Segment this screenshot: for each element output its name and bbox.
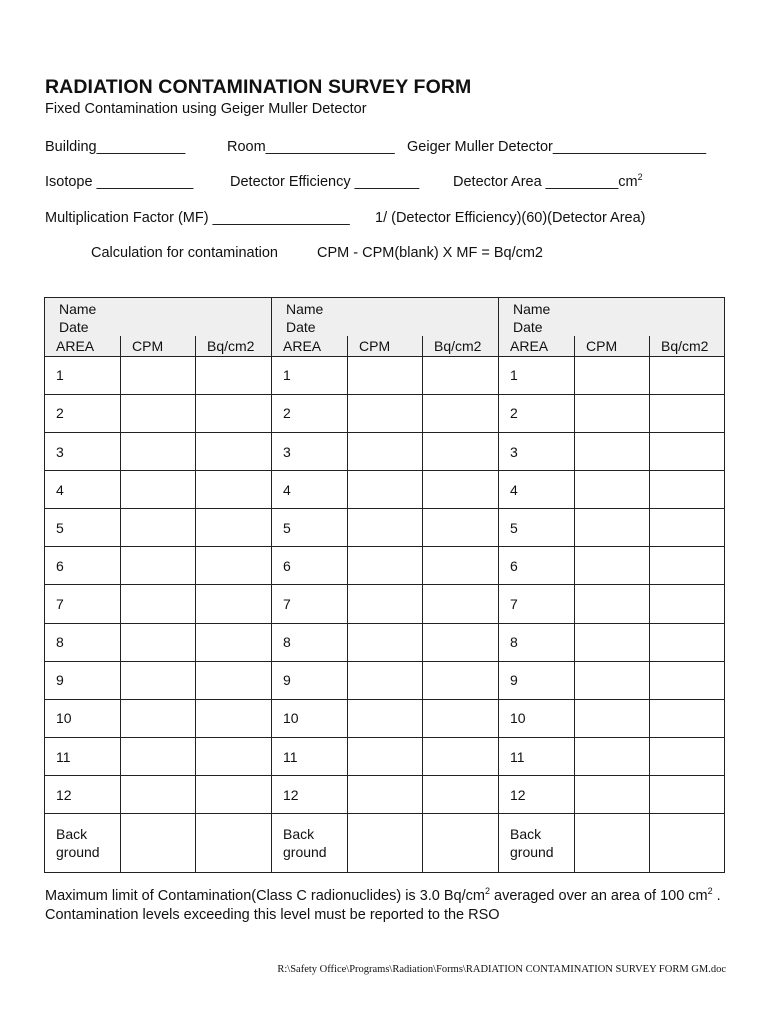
area-number-cell: 9 xyxy=(499,661,575,699)
cpm-cell[interactable] xyxy=(575,509,650,547)
table-row xyxy=(45,509,725,547)
table-row xyxy=(45,547,725,585)
mf-field[interactable]: Multiplication Factor (MF) _________________ xyxy=(45,210,350,226)
area-number-cell: 10 xyxy=(272,699,348,737)
area-number-cell: 1 xyxy=(499,356,575,394)
cpm-cell[interactable] xyxy=(575,394,650,432)
bqcm2-cell[interactable] xyxy=(650,432,725,470)
name-date-row xyxy=(45,298,725,337)
area-number-cell: 8 xyxy=(272,623,348,661)
area-number-cell: 12 xyxy=(45,776,121,814)
cpm-cell[interactable] xyxy=(121,432,196,470)
area-number-cell: 12 xyxy=(272,776,348,814)
area-number-cell: 2 xyxy=(272,394,348,432)
cpm-cell[interactable] xyxy=(575,814,650,873)
detector-field[interactable]: Geiger Muller Detector___________________ xyxy=(407,139,707,155)
background-label-line2: ground xyxy=(510,844,554,861)
area-number-cell: 1 xyxy=(45,356,121,394)
column-header-area: AREA xyxy=(45,336,121,356)
background-label-line1: Back xyxy=(283,826,315,843)
file-path: R:\Safety Office\Programs\Radiation\Forms\RADIATION CONTAMINATION SURVEY FORM GM.doc xyxy=(277,964,726,975)
cpm-cell[interactable] xyxy=(121,814,196,873)
bqcm2-cell[interactable] xyxy=(196,394,272,432)
room-field[interactable]: Room________________ xyxy=(227,139,395,155)
bqcm2-cell[interactable] xyxy=(423,547,499,585)
column-header-bqcm2: Bq/cm2 xyxy=(196,336,272,356)
cpm-cell[interactable] xyxy=(348,509,423,547)
column-header-cpm: CPM xyxy=(121,336,196,356)
area-number-cell: 9 xyxy=(45,661,121,699)
column-header-row xyxy=(45,336,725,356)
area-number-cell: 5 xyxy=(45,509,121,547)
area-number-cell: 11 xyxy=(272,737,348,775)
bqcm2-cell[interactable] xyxy=(196,356,272,394)
bqcm2-cell[interactable] xyxy=(196,776,272,814)
bqcm2-cell[interactable] xyxy=(650,585,725,623)
cpm-cell[interactable] xyxy=(121,699,196,737)
column-header-bqcm2: Bq/cm2 xyxy=(650,336,725,356)
cpm-cell[interactable] xyxy=(348,585,423,623)
bqcm2-cell[interactable] xyxy=(650,661,725,699)
table-row xyxy=(45,661,725,699)
background-label-cell xyxy=(499,814,575,873)
bqcm2-cell[interactable] xyxy=(650,814,725,873)
bqcm2-cell[interactable] xyxy=(423,356,499,394)
cpm-cell[interactable] xyxy=(348,623,423,661)
area-number-cell: 6 xyxy=(45,547,121,585)
surveyor-block-2[interactable] xyxy=(272,298,499,337)
bqcm2-cell[interactable] xyxy=(423,776,499,814)
name-label: Name xyxy=(59,301,97,318)
bqcm2-cell[interactable] xyxy=(196,585,272,623)
cpm-cell[interactable] xyxy=(575,737,650,775)
date-label: Date xyxy=(59,319,89,336)
bqcm2-cell[interactable] xyxy=(423,432,499,470)
area-number-cell: 2 xyxy=(45,394,121,432)
background-label-cell xyxy=(272,814,348,873)
bqcm2-cell[interactable] xyxy=(423,737,499,775)
cpm-cell[interactable] xyxy=(348,547,423,585)
bqcm2-cell[interactable] xyxy=(423,814,499,873)
isotope-field[interactable]: Isotope ____________ xyxy=(45,174,194,190)
bqcm2-cell[interactable] xyxy=(423,585,499,623)
table-row xyxy=(45,737,725,775)
bqcm2-cell[interactable] xyxy=(650,776,725,814)
area-number-cell: 10 xyxy=(45,699,121,737)
bqcm2-cell[interactable] xyxy=(196,432,272,470)
bqcm2-cell[interactable] xyxy=(196,623,272,661)
cpm-cell[interactable] xyxy=(121,509,196,547)
date-label: Date xyxy=(286,319,316,336)
mf-formula: 1/ (Detector Efficiency)(60)(Detector Area) xyxy=(375,210,646,226)
cpm-cell[interactable] xyxy=(121,356,196,394)
cpm-cell[interactable] xyxy=(348,394,423,432)
bqcm2-cell[interactable] xyxy=(650,356,725,394)
background-row xyxy=(45,814,725,873)
form-subtitle: Fixed Contamination using Geiger Muller Detector xyxy=(45,101,367,117)
footnote xyxy=(45,887,735,925)
cpm-cell[interactable] xyxy=(121,547,196,585)
area-number-cell: 9 xyxy=(272,661,348,699)
bqcm2-cell[interactable] xyxy=(423,699,499,737)
background-label-line2: ground xyxy=(283,844,327,861)
bqcm2-cell[interactable] xyxy=(196,547,272,585)
area-number-cell: 3 xyxy=(272,432,348,470)
area-number-cell: 11 xyxy=(45,737,121,775)
area-number-cell: 8 xyxy=(45,623,121,661)
background-label-line2: ground xyxy=(56,844,100,861)
bqcm2-cell[interactable] xyxy=(423,394,499,432)
cpm-cell[interactable] xyxy=(348,471,423,509)
area-number-cell: 7 xyxy=(45,585,121,623)
cpm-cell[interactable] xyxy=(575,356,650,394)
cpm-cell[interactable] xyxy=(575,432,650,470)
background-label-cell xyxy=(45,814,121,873)
area-number-cell: 4 xyxy=(499,471,575,509)
background-label-line1: Back xyxy=(510,826,542,843)
cpm-cell[interactable] xyxy=(348,814,423,873)
column-header-area: AREA xyxy=(272,336,348,356)
area-number-cell: 5 xyxy=(272,509,348,547)
calc-formula: CPM - CPM(blank) X MF = Bq/cm2 xyxy=(317,245,543,261)
bqcm2-cell[interactable] xyxy=(650,623,725,661)
name-label: Name xyxy=(286,301,324,318)
footnote-text-2: averaged over an area of 100 cm xyxy=(490,888,708,904)
cpm-cell[interactable] xyxy=(348,661,423,699)
surveyor-block-1[interactable] xyxy=(45,298,272,337)
name-label: Name xyxy=(513,301,551,318)
footnote-superscript-1: 2 xyxy=(484,886,490,897)
area-number-cell: 7 xyxy=(272,585,348,623)
detector-area-label: Detector Area _________cm xyxy=(453,174,638,190)
table-row xyxy=(45,432,725,470)
column-header-cpm: CPM xyxy=(575,336,650,356)
bqcm2-cell[interactable] xyxy=(650,547,725,585)
column-header-area: AREA xyxy=(499,336,575,356)
cpm-cell[interactable] xyxy=(121,623,196,661)
background-label-line1: Back xyxy=(56,826,88,843)
footnote-superscript-2: 2 xyxy=(707,886,713,897)
detector-area-field[interactable] xyxy=(453,174,643,190)
cpm-cell[interactable] xyxy=(121,585,196,623)
area-number-cell: 5 xyxy=(499,509,575,547)
area-number-cell: 12 xyxy=(499,776,575,814)
area-number-cell: 2 xyxy=(499,394,575,432)
cpm-cell[interactable] xyxy=(348,432,423,470)
area-number-cell: 8 xyxy=(499,623,575,661)
bqcm2-cell[interactable] xyxy=(650,509,725,547)
bqcm2-cell[interactable] xyxy=(650,471,725,509)
area-number-cell: 10 xyxy=(499,699,575,737)
bqcm2-cell[interactable] xyxy=(650,394,725,432)
cpm-cell[interactable] xyxy=(121,776,196,814)
bqcm2-cell[interactable] xyxy=(423,623,499,661)
table-row xyxy=(45,356,725,394)
survey-table xyxy=(44,297,725,873)
bqcm2-cell[interactable] xyxy=(650,737,725,775)
table-row xyxy=(45,394,725,432)
area-number-cell: 1 xyxy=(272,356,348,394)
column-header-bqcm2: Bq/cm2 xyxy=(423,336,499,356)
bqcm2-cell[interactable] xyxy=(423,661,499,699)
bqcm2-cell[interactable] xyxy=(423,509,499,547)
area-number-cell: 3 xyxy=(45,432,121,470)
cpm-cell[interactable] xyxy=(575,585,650,623)
table-row xyxy=(45,471,725,509)
table-row xyxy=(45,623,725,661)
date-label: Date xyxy=(513,319,543,336)
footnote-text-3: . Contamination levels exceeding this level must be reported to the RSO xyxy=(45,888,721,923)
area-number-cell: 4 xyxy=(45,471,121,509)
cpm-cell[interactable] xyxy=(575,471,650,509)
table-row xyxy=(45,699,725,737)
cpm-cell[interactable] xyxy=(348,699,423,737)
bqcm2-cell[interactable] xyxy=(196,661,272,699)
cpm-cell[interactable] xyxy=(575,661,650,699)
calc-label: Calculation for contamination xyxy=(91,245,278,261)
cpm-cell[interactable] xyxy=(575,699,650,737)
detector-area-unit-superscript: 2 xyxy=(637,172,643,183)
cpm-cell[interactable] xyxy=(348,776,423,814)
building-field[interactable]: Building___________ xyxy=(45,139,186,155)
bqcm2-cell[interactable] xyxy=(423,471,499,509)
area-number-cell: 11 xyxy=(499,737,575,775)
cpm-cell[interactable] xyxy=(348,356,423,394)
bqcm2-cell[interactable] xyxy=(196,699,272,737)
bqcm2-cell[interactable] xyxy=(196,509,272,547)
area-number-cell: 6 xyxy=(272,547,348,585)
bqcm2-cell[interactable] xyxy=(196,471,272,509)
cpm-cell[interactable] xyxy=(575,547,650,585)
cpm-cell[interactable] xyxy=(121,661,196,699)
footnote-text-1: Maximum limit of Contamination(Class C radionuclides) is 3.0 Bq/cm xyxy=(45,888,485,904)
table-row xyxy=(45,585,725,623)
cpm-cell[interactable] xyxy=(121,394,196,432)
cpm-cell[interactable] xyxy=(575,776,650,814)
efficiency-field[interactable]: Detector Efficiency ________ xyxy=(230,174,420,190)
table-row xyxy=(45,776,725,814)
cpm-cell[interactable] xyxy=(348,737,423,775)
cpm-cell[interactable] xyxy=(121,471,196,509)
cpm-cell[interactable] xyxy=(121,737,196,775)
area-number-cell: 6 xyxy=(499,547,575,585)
area-number-cell: 3 xyxy=(499,432,575,470)
bqcm2-cell[interactable] xyxy=(650,699,725,737)
area-number-cell: 4 xyxy=(272,471,348,509)
area-number-cell: 7 xyxy=(499,585,575,623)
surveyor-block-3[interactable] xyxy=(499,298,725,337)
form-title: RADIATION CONTAMINATION SURVEY FORM xyxy=(45,76,472,98)
column-header-cpm: CPM xyxy=(348,336,423,356)
cpm-cell[interactable] xyxy=(575,623,650,661)
bqcm2-cell[interactable] xyxy=(196,814,272,873)
bqcm2-cell[interactable] xyxy=(196,737,272,775)
